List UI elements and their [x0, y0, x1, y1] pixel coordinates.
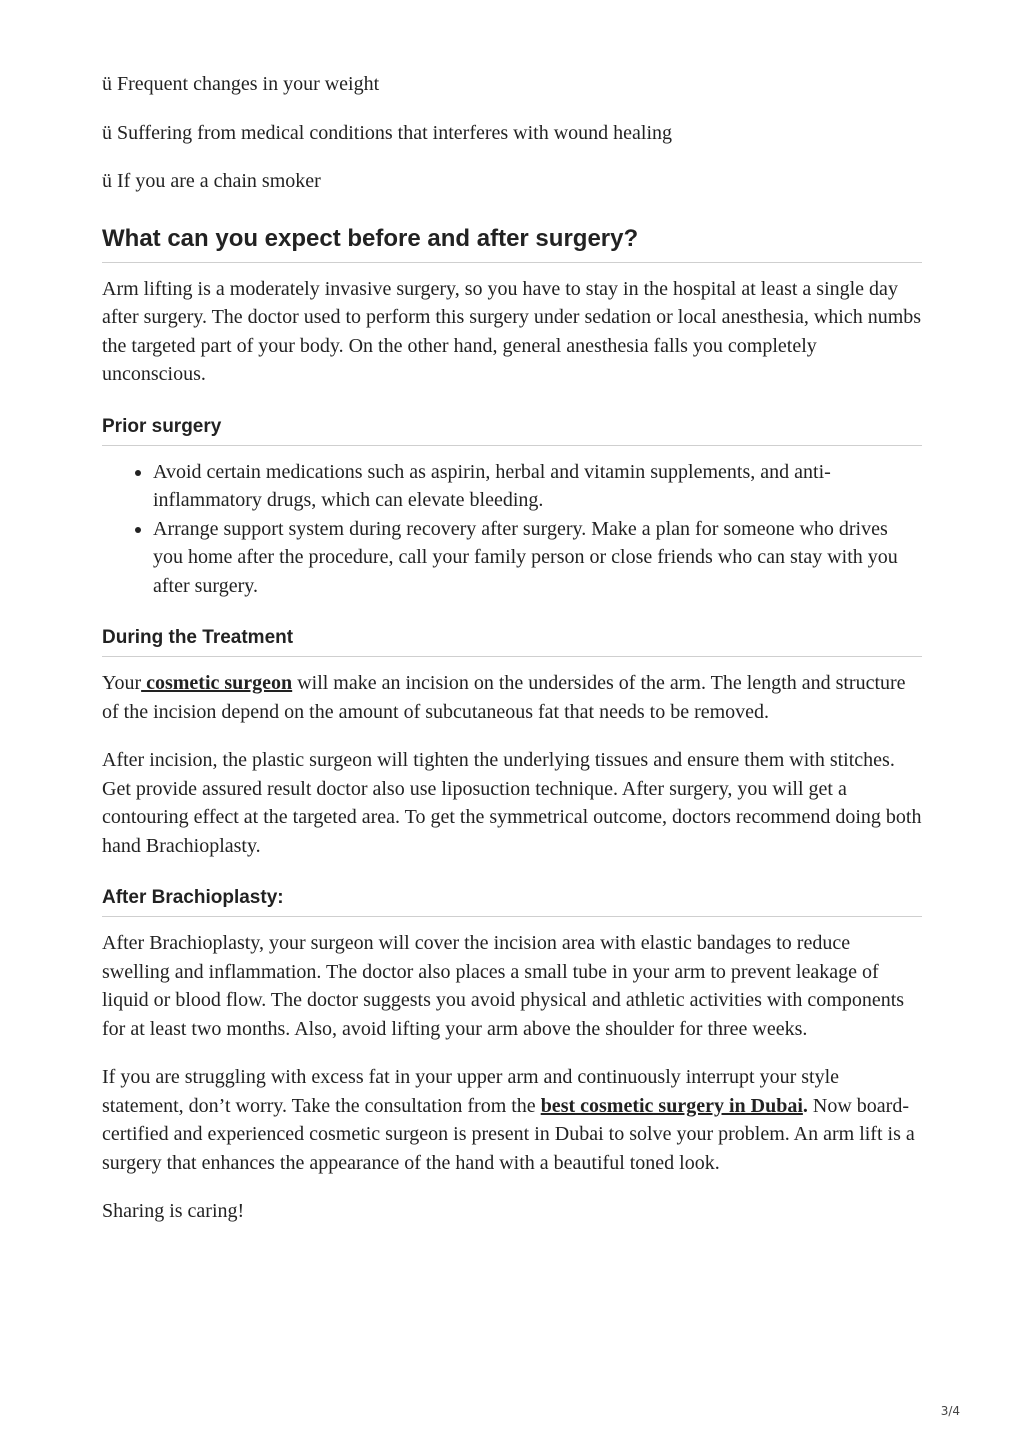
during-treatment-paragraph-1	[102, 669, 922, 726]
text-segment: Your	[102, 672, 142, 694]
text-segment: will make an incision on the undersides of the arm. The length and structure of the incision depend on the amount of subcutaneous fat that needs to be removed.	[102, 672, 906, 723]
checklist-item: ü If you are a chain smoker	[102, 170, 321, 192]
text-segment: If you are struggling with excess fat in your upper arm and continuously interrupt your style statement, don’t worry. Take the consultation from the	[102, 1066, 840, 1117]
after-brachioplasty-paragraph-1: After Brachioplasty, your surgeon will cover the incision area with elastic bandages to reduce swelling and inflammation. The doctor also places a small tube in your arm to prevent leakage of liquid or blood flow. The doctor suggests you avoid physical and athletic activities with components for at least two months. Also, avoid lifting your arm above the shoulder for three weeks.	[102, 932, 905, 1040]
checklist-item: ü Frequent changes in your weight	[102, 73, 380, 95]
cosmetic-surgeon-link[interactable]: cosmetic surgeon	[141, 672, 293, 694]
sharing-text: Sharing is caring!	[102, 1200, 245, 1222]
subheading-during-treatment: During the Treatment	[102, 626, 922, 657]
text-segment: Now board-certified and experienced cosmetic surgeon is present in Dubai to solve your problem. An arm lift is a surgery that enhances the appearance of the hand with a beautiful toned look.	[102, 1094, 915, 1174]
expectations-paragraph: Arm lifting is a moderately invasive surgery, so you have to stay in the hospital at least a single day after surgery. The doctor used to perform this surgery under sedation or local anesthesia, which numbs the targeted part of your body. On the other hand, general anesthesia falls you completely unconscious.	[102, 277, 922, 385]
prior-surgery-list	[102, 458, 922, 601]
subheading-after-brachioplasty: After Brachioplasty:	[102, 886, 922, 917]
list-item: • Avoid certain medications such as aspirin, herbal and vitamin supplements, and anti-inflammatory drugs, which can elevate bleeding.	[153, 458, 922, 515]
subheading-prior-surgery: Prior surgery	[102, 415, 922, 446]
article-content	[102, 70, 922, 1246]
checklist-item: ü Suffering from medical conditions that interferes with wound healing	[102, 121, 673, 144]
during-treatment-paragraph-2: After incision, the plastic surgeon will tighten the underlying tissues and ensure them with stitches. Get provide assured result doctor also use liposuction technique. After surgery, you will get a contouring effect at the targeted area. To get the symmetrical outcome, doctors recommend doing both hand Brachioplasty.	[102, 749, 922, 857]
page-number: 3/4	[940, 1404, 960, 1418]
after-brachioplasty-paragraph-2	[102, 1063, 922, 1177]
section-heading-expectations: What can you expect before and after surgery?	[102, 224, 922, 263]
link-period: .	[802, 1094, 808, 1117]
best-cosmetic-surgery-dubai-link[interactable]: best cosmetic surgery in Dubai	[540, 1094, 803, 1117]
list-item: • Arrange support system during recovery after surgery. Make a plan for someone who drives you home after the procedure, call your family person or close friends who can stay with you after surgery.	[153, 515, 922, 601]
